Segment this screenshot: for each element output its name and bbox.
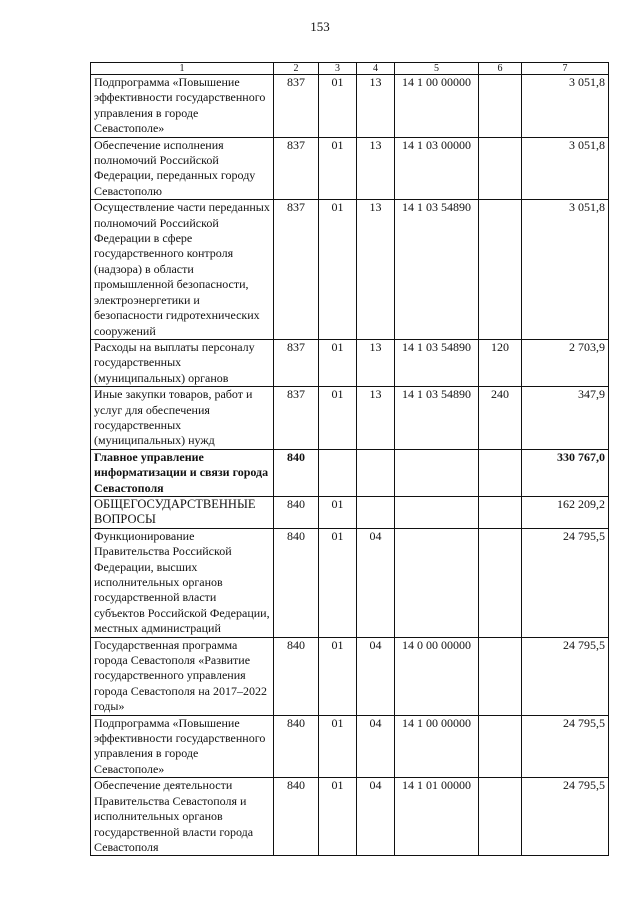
- row-name-cell: Расходы на выплаты персоналу государственных (муниципальных) органов: [91, 339, 274, 386]
- row-amount-cell: 3 051,8: [522, 137, 609, 200]
- header-col-6: 6: [479, 63, 522, 75]
- row-subsection-cell: 04: [357, 637, 395, 715]
- row-target-article-cell: 14 1 00 00000: [395, 75, 479, 138]
- row-grbs-cell: 840: [274, 715, 319, 778]
- row-target-article-cell: 14 1 03 54890: [395, 339, 479, 386]
- row-section-cell: 01: [319, 715, 357, 778]
- row-subsection-cell: 04: [357, 528, 395, 637]
- row-amount-cell: 3 051,8: [522, 75, 609, 138]
- row-name-cell: Осуществление части переданных полномочий Российской Федерации в сфере государственного контроля (надзора) в области промышленной безопасности, электроэнергетики и безопасности гидротехнических сооружений: [91, 200, 274, 340]
- row-section-cell: 01: [319, 387, 357, 450]
- row-target-article-cell: 14 1 00 00000: [395, 715, 479, 778]
- budget-table: [90, 62, 609, 856]
- header-col-4: 4: [357, 63, 395, 75]
- row-name-cell: Иные закупки товаров, работ и услуг для обеспечения государственных (муниципальных) нужд: [91, 387, 274, 450]
- row-section-cell: 01: [319, 200, 357, 340]
- row-name-cell: Обеспечение деятельности Правительства Севастополя и исполнительных органов государственной власти города Севастополя: [91, 778, 274, 856]
- row-subsection-cell: [357, 496, 395, 528]
- row-amount-cell: 24 795,5: [522, 715, 609, 778]
- row-grbs-cell: 837: [274, 137, 319, 200]
- row-target-article-cell: [395, 449, 479, 496]
- row-expense-type-cell: 120: [479, 339, 522, 386]
- row-target-article-cell: 14 0 00 00000: [395, 637, 479, 715]
- header-row: [91, 63, 609, 75]
- row-grbs-cell: 840: [274, 449, 319, 496]
- row-name-cell: Обеспечение исполнения полномочий Российской Федерации, переданных городу Севастополю: [91, 137, 274, 200]
- row-name-cell: Функционирование Правительства Российской Федерации, высших исполнительных органов государственной власти субъектов Российской Федерации, местных администраций: [91, 528, 274, 637]
- row-subsection-cell: 13: [357, 75, 395, 138]
- row-amount-cell: 24 795,5: [522, 637, 609, 715]
- row-subsection-cell: 04: [357, 715, 395, 778]
- row-amount-cell: 330 767,0: [522, 449, 609, 496]
- table-row: [91, 637, 609, 715]
- row-name-cell: Государственная программа города Севастополя «Развитие государственного управления города Севастополя на 2017–2022 годы»: [91, 637, 274, 715]
- header-col-5: 5: [395, 63, 479, 75]
- row-grbs-cell: 837: [274, 75, 319, 138]
- row-name-cell: ОБЩЕГОСУДАРСТВЕННЫЕ ВОПРОСЫ: [91, 496, 274, 528]
- row-expense-type-cell: [479, 200, 522, 340]
- row-expense-type-cell: [479, 637, 522, 715]
- header-col-2: 2: [274, 63, 319, 75]
- row-amount-cell: 24 795,5: [522, 528, 609, 637]
- row-expense-type-cell: [479, 778, 522, 856]
- row-subsection-cell: 13: [357, 137, 395, 200]
- row-target-article-cell: 14 1 03 00000: [395, 137, 479, 200]
- row-subsection-cell: 13: [357, 387, 395, 450]
- row-grbs-cell: 837: [274, 339, 319, 386]
- row-section-cell: [319, 449, 357, 496]
- row-grbs-cell: 837: [274, 200, 319, 340]
- row-expense-type-cell: 240: [479, 387, 522, 450]
- table-row: [91, 339, 609, 386]
- table-row: [91, 528, 609, 637]
- header-col-7: 7: [522, 63, 609, 75]
- row-target-article-cell: [395, 528, 479, 637]
- row-expense-type-cell: [479, 75, 522, 138]
- row-subsection-cell: 04: [357, 778, 395, 856]
- row-amount-cell: 2 703,9: [522, 339, 609, 386]
- table-row: [91, 200, 609, 340]
- row-subsection-cell: [357, 449, 395, 496]
- row-expense-type-cell: [479, 528, 522, 637]
- row-section-cell: 01: [319, 496, 357, 528]
- row-target-article-cell: 14 1 03 54890: [395, 387, 479, 450]
- row-grbs-cell: 840: [274, 496, 319, 528]
- row-amount-cell: 24 795,5: [522, 778, 609, 856]
- row-target-article-cell: 14 1 01 00000: [395, 778, 479, 856]
- row-expense-type-cell: [479, 496, 522, 528]
- row-grbs-cell: 840: [274, 637, 319, 715]
- row-section-cell: 01: [319, 778, 357, 856]
- header-col-1: 1: [91, 63, 274, 75]
- table-row: [91, 387, 609, 450]
- row-name-cell: Подпрограмма «Повышение эффективности государственного управления в городе Севастополе»: [91, 715, 274, 778]
- table-row: [91, 137, 609, 200]
- row-name-cell: Подпрограмма «Повышение эффективности государственного управления в городе Севастополе»: [91, 75, 274, 138]
- row-amount-cell: 3 051,8: [522, 200, 609, 340]
- row-target-article-cell: [395, 496, 479, 528]
- row-name-cell: Главное управление информатизации и связи города Севастополя: [91, 449, 274, 496]
- header-col-3: 3: [319, 63, 357, 75]
- row-subsection-cell: 13: [357, 339, 395, 386]
- row-grbs-cell: 840: [274, 778, 319, 856]
- page-number: 153: [310, 19, 330, 34]
- row-expense-type-cell: [479, 449, 522, 496]
- row-amount-cell: 162 209,2: [522, 496, 609, 528]
- row-grbs-cell: 840: [274, 528, 319, 637]
- table-row: [91, 715, 609, 778]
- row-section-cell: 01: [319, 637, 357, 715]
- table-row: [91, 496, 609, 528]
- table-row: [91, 778, 609, 856]
- row-expense-type-cell: [479, 715, 522, 778]
- table-row: [91, 449, 609, 496]
- row-expense-type-cell: [479, 137, 522, 200]
- row-section-cell: 01: [319, 137, 357, 200]
- table-row: [91, 75, 609, 138]
- row-section-cell: 01: [319, 75, 357, 138]
- row-amount-cell: 347,9: [522, 387, 609, 450]
- row-section-cell: 01: [319, 339, 357, 386]
- row-target-article-cell: 14 1 03 54890: [395, 200, 479, 340]
- row-grbs-cell: 837: [274, 387, 319, 450]
- row-subsection-cell: 13: [357, 200, 395, 340]
- row-section-cell: 01: [319, 528, 357, 637]
